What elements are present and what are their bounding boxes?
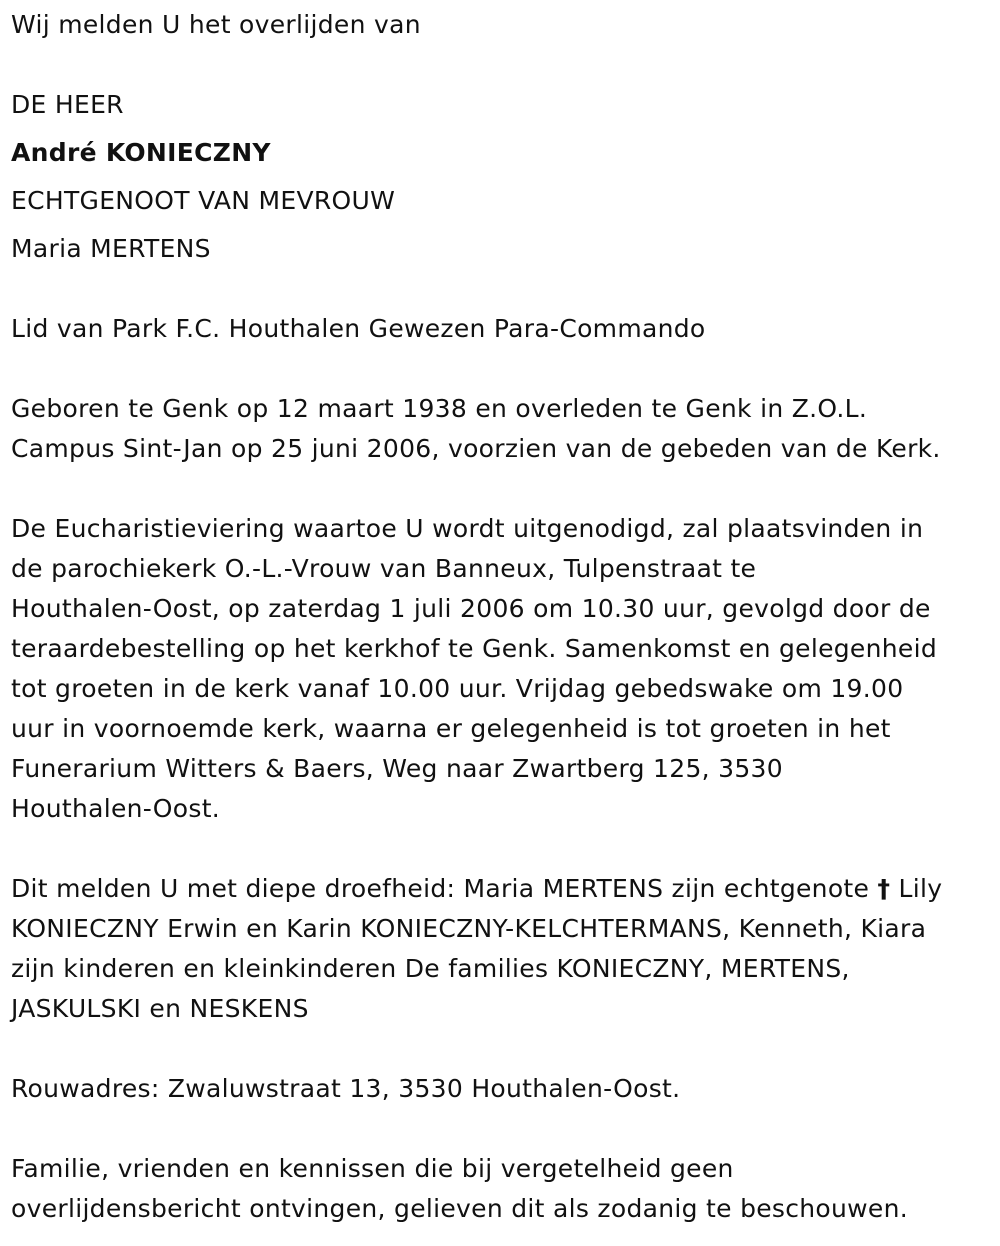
closing-line: overlijdensbericht ontvingen, gelieven dit als zodanig te beschouwen. bbox=[11, 1194, 908, 1223]
ceremony-line: de parochiekerk O.-L.-Vrouw van Banneux, Tulpenstraat te bbox=[11, 554, 757, 583]
mourning-address: Rouwadres: Zwaluwstraat 13, 3530 Houthalen-Oost. bbox=[11, 1074, 681, 1103]
membership-text: Lid van Park F.C. Houthalen Gewezen Para-Commando bbox=[11, 314, 706, 343]
family-line: JASKULSKI en NESKENS bbox=[11, 994, 309, 1023]
spouse-label: ECHTGENOOT VAN MEVROUW bbox=[11, 186, 396, 215]
ceremony-line: Houthalen-Oost, op zaterdag 1 juli 2006 om 10.30 uur, gevolgd door de bbox=[11, 594, 931, 623]
family-line: KONIECZNY Erwin en Karin KONIECZNY-KELCHTERMANS, Kenneth, Kiara bbox=[11, 914, 927, 943]
family-line bbox=[11, 869, 986, 909]
intro-text: Wij melden U het overlijden van bbox=[11, 10, 421, 39]
deceased-name: André KONIECZNY bbox=[11, 138, 271, 167]
address-paragraph bbox=[11, 1069, 986, 1109]
family-line: zijn kinderen en kleinkinderen De families KONIECZNY, MERTENS, bbox=[11, 954, 850, 983]
family-text: Dit melden U met diepe droefheid: Maria MERTENS zijn echtgenote bbox=[11, 874, 878, 903]
ceremony-line: tot groeten in de kerk vanaf 10.00 uur. Vrijdag gebedswake om 19.00 bbox=[11, 674, 904, 703]
cross-icon: † bbox=[877, 874, 891, 903]
ceremony-paragraph bbox=[11, 509, 986, 829]
birth-death-line: Campus Sint-Jan op 25 juni 2006, voorzien van de gebeden van de Kerk. bbox=[11, 434, 941, 463]
ceremony-line: uur in voornoemde kerk, waarna er gelegenheid is tot groeten in het bbox=[11, 714, 891, 743]
spouse-name: Maria MERTENS bbox=[11, 234, 211, 263]
ceremony-line: De Eucharistieviering waartoe U wordt uitgenodigd, zal plaatsvinden in bbox=[11, 514, 924, 543]
intro-paragraph bbox=[11, 5, 986, 45]
title-line: DE HEER bbox=[11, 90, 124, 119]
family-paragraph bbox=[11, 869, 986, 1029]
birth-death-line: Geboren te Genk op 12 maart 1938 en overleden te Genk in Z.O.L. bbox=[11, 394, 868, 423]
ceremony-line: Funerarium Witters & Baers, Weg naar Zwartberg 125, 3530 bbox=[11, 754, 783, 783]
closing-line: Familie, vrienden en kennissen die bij vergetelheid geen bbox=[11, 1154, 734, 1183]
ceremony-line: teraardebestelling op het kerkhof te Genk. Samenkomst en gelegenheid bbox=[11, 634, 938, 663]
membership-paragraph bbox=[11, 309, 986, 349]
deceased-block bbox=[11, 85, 986, 269]
closing-paragraph bbox=[11, 1149, 986, 1229]
birth-death-paragraph bbox=[11, 389, 986, 469]
ceremony-line: Houthalen-Oost. bbox=[11, 794, 221, 823]
family-text: Lily bbox=[890, 874, 943, 903]
